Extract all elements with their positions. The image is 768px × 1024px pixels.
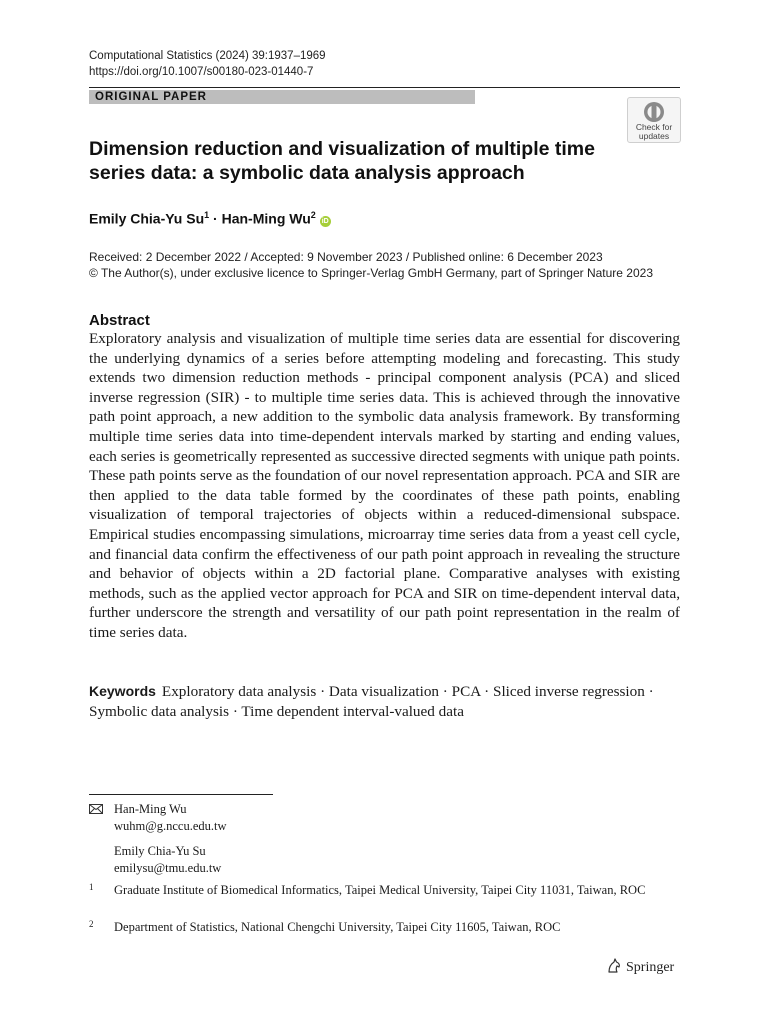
journal-citation: Computational Statistics (2024) 39:1937–1969 bbox=[89, 50, 326, 62]
author-1-affil: 1 bbox=[204, 210, 210, 220]
affiliation-2-number: 2 bbox=[89, 919, 94, 929]
check-line2: updates bbox=[638, 131, 670, 141]
abstract-text: Exploratory analysis and visualization of multiple time series data are essential for discovering the underlying dynamics of a series before attempting modeling and forecasting. This study extends two dimension reduction methods - principal component analysis (PCA) and sliced inverse regression (SIR) - to multiple time series data. This is achieved through the innovative path point approach, a new addition to the symbolic data analysis framework. By transforming multiple time series data into time-dependent intervals marked by starting and ending values, each series is geometrically represented as successive directed segments with unique path points. These path points serve as the foundation of our novel representation approach. PCA and SIR are then applied to the data table formed by the coordinates of these path points, enabling visualization of temporal trajectories of objects within a reduced-dimensional subspace. Empirical studies encompassing simulations, microarray time series data from a yeast cell cycle, and financial data confirm the effectiveness of our path point approach in revealing the structure and behavior of objects within a 2D factorial plane. Comparative analyses with existing methods, such as the applied vector approach for PCA and SIR on time-dependent interval data, further underscore the strength and versatility of our path point representation in the realm of time series data. bbox=[89, 330, 680, 641]
check-for-updates-icon bbox=[643, 101, 665, 123]
publisher-name: Springer bbox=[626, 960, 675, 975]
author-separator: · bbox=[209, 210, 222, 227]
springer-horse-icon bbox=[606, 958, 622, 974]
author-list bbox=[89, 205, 331, 229]
envelope-icon bbox=[89, 804, 103, 814]
journal-header bbox=[89, 48, 326, 80]
contact-name-1: Han-Ming Wu bbox=[114, 802, 187, 816]
footnote-rule bbox=[89, 794, 273, 795]
affiliation-1 bbox=[89, 882, 649, 899]
contact-name-2: Emily Chia-Yu Su bbox=[114, 844, 206, 858]
copyright-line: © The Author(s), under exclusive licence to Springer-Verlag GmbH Germany, part of Springer Nature 2023 bbox=[89, 266, 653, 280]
header-rule bbox=[89, 87, 680, 88]
contact-email-1[interactable]: wuhm@g.nccu.edu.tw bbox=[114, 819, 227, 833]
author-1[interactable]: Emily Chia-Yu Su bbox=[89, 210, 205, 227]
check-line1: Check for bbox=[635, 122, 673, 132]
doi-link[interactable]: https://doi.org/10.1007/s00180-023-01440-7 bbox=[89, 66, 314, 78]
publication-history: Received: 2 December 2022 / Accepted: 9 November 2023 / Published online: 6 December 2023 bbox=[89, 250, 603, 264]
contact-email-2[interactable]: emilysu@tmu.edu.tw bbox=[114, 861, 222, 875]
affiliation-2 bbox=[89, 919, 649, 936]
publication-dates bbox=[89, 249, 653, 281]
paper-type: ORIGINAL PAPER bbox=[95, 91, 207, 103]
keywords-heading: Keywords bbox=[89, 683, 156, 699]
affiliation-2-text: Department of Statistics, National Chengchi University, Taipei City 11605, Taiwan, ROC bbox=[114, 920, 561, 934]
keywords-section bbox=[89, 681, 680, 722]
check-for-updates-badge[interactable] bbox=[627, 97, 681, 143]
publisher-logo bbox=[606, 958, 674, 978]
affiliation-1-text: Graduate Institute of Biomedical Informatics, Taipei Medical University, Taipei City 11031, Taiwan, ROC bbox=[114, 883, 646, 897]
orcid-icon[interactable]: iD bbox=[321, 217, 329, 225]
abstract-heading: Abstract bbox=[89, 312, 150, 329]
corresponding-contact bbox=[89, 801, 227, 877]
affiliation-1-number: 1 bbox=[89, 882, 94, 892]
author-2[interactable]: Han-Ming Wu bbox=[221, 210, 311, 227]
keywords-text: Exploratory data analysis · Data visualization · PCA · Sliced inverse regression · Symbolic data analysis · Time dependent interval-valued data bbox=[89, 683, 654, 720]
author-2-affil: 2 bbox=[310, 210, 316, 220]
paper-title: Dimension reduction and visualization of multiple time series data: a symbolic data analysis approach bbox=[89, 138, 595, 184]
